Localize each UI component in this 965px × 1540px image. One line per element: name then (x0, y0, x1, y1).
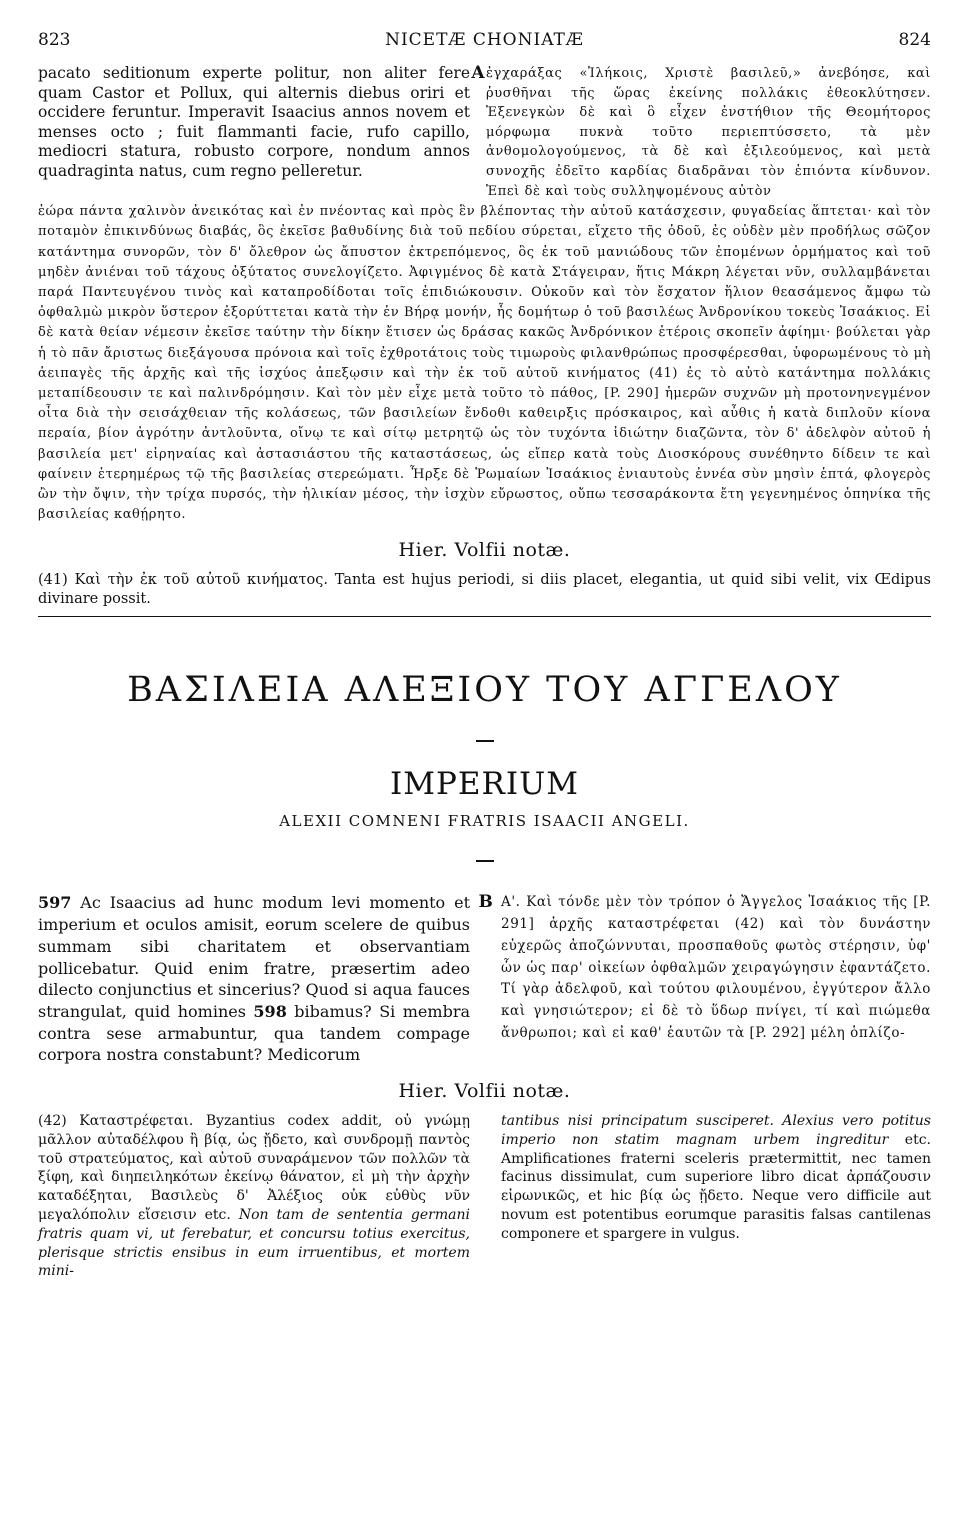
notes-heading-2: Hier. Volfii notæ. (398, 1080, 571, 1103)
note-42-italic-right: tantibus nisi principatum susciperet. Alexius vero potitus imperio non statim magnam urbem ingreditur (501, 1113, 931, 1148)
page-number-left: 823 (38, 30, 71, 50)
greek-column-section2: Α'. Καὶ τόνδε μὲν τὸν τρόπον ὁ Ἄγγελος Ἰσαάκιος τῆς [P. 291] ἀρχῆς καταστρέφεται (42) καὶ τὸν δυνάστην εὐχερῶς ἀποζώννυται, προσπαθοῦς φωτὸς στέρησιν, ὑφ' ὧν ὡς παρ' οἰκείων ὀφθαλμῶν χειραγώγησιν ἐφαντάζετο. Τί γὰρ ἀδελφοῦ, καὶ τούτου φιλουμένου, ἐγγύτερον ἄλλο καὶ γνησιώτερον; εἰ δὲ τὸ ὕδωρ πνίγει, τί καὶ πιώμεθα ἄνθρωποι; καὶ εἰ καθ' ἑαυτῶν τὰ [P. 292] μέλη ὁπλίζο- (501, 894, 931, 1041)
note-41-body: Tanta est hujus periodi, si diis placet, elegantia, ut quid sibi velit, vix Œdipus divinare possit. (38, 572, 931, 608)
latin-column-top: pacato seditionum experte politur, non aliter fere quam Castor et Pollux, qui alternis diebus oriri et occidere feruntur. Imperavit Isaacius annos novem et menses octo ; fuit flammanti facie, rufo capillo, mediocri statura, robusto corpore, nondum annos quadraginta natus, cum regno pelleretur. (38, 64, 470, 180)
running-title: NICETÆ CHONIATÆ (385, 30, 584, 50)
greek-column-top: ἐγχαράξας «Ἰλήκοις, Χριστὲ βασιλεῦ,» ἀνεβόησε, καὶ ῥυσθῆναι τῆς ὥρας ἐκείνης πολλάκις ἐθεοκλύτησεν. Ἐξενεγκὼν δὲ καὶ ὃ εἶχεν ἐνστήθιον τῆς Θεομήτορος μόρφωμα πυκνὰ τοῦτο περιεπτύσσετο, τὰ μὲν ἀνθομολογούμενος, τὰ δὲ καὶ ἐξιλεούμενος, καὶ μετὰ συνοχῆς ἐδεῖτο καρδίας διαδρᾶναι τὸν ἐπιόντα κίνδυνον. Ἐπεὶ δὲ καὶ τοὺς συλληψομένους αὐτὸν (486, 66, 931, 199)
book-subtitle: ALEXII COMNENI FRATRIS ISAACII ANGELI. (279, 812, 690, 831)
running-head (38, 30, 931, 64)
note-42-left (38, 1112, 470, 1281)
note-42-italic-left: Non tam de sententia germani fratris quam vi, ut ferebatur, et concursu totius exercitus, plerisque strictis ensibus in eum irruentibus, et mortem mini- (38, 1207, 470, 1280)
column-number-597: 597 (38, 893, 72, 913)
title-dash-1 (476, 740, 494, 742)
notes-two-columns (38, 1112, 931, 1281)
note-42-lemma: (42) Καταστρέφεται. (38, 1113, 194, 1130)
note-41 (38, 571, 931, 609)
section-divider (38, 616, 931, 617)
section2-two-columns (38, 892, 931, 1066)
page (38, 30, 931, 1281)
section-marker-b: B (478, 892, 493, 913)
latin-text-a: Ac Isaacius ad hunc modum levi momento et imperium et oculos amisit, eorum scelere de quibus summam sibi charitatem et observantiam pollicebatur. Quid enim fratre, præsertim adeo dilecto conjunctius et sincerius? Quod si aqua fauces strangulat, quid homines (38, 893, 470, 1021)
page-number-right: 824 (898, 30, 931, 50)
top-two-columns (38, 64, 931, 201)
note-42-body-right: etc. Amplificationes fraterni sceleris prætermittit, nec tamen facinus dissimulat, cum superiore libro dicat ἀρπάζουσιν εἰρωνικῶς, et hic βίᾳ ὡς ᾔδετο. Neque vero difficile aut novum est potentibus eorumque parasitis falsas cantilenas componere et spargere in vulgus. (501, 1131, 931, 1242)
greek-book-title: ΒΑΣΙΛΕΙΑ ΑΛΕΞΙΟΥ ΤΟΥ ΑΓΓΕΛΟΥ (127, 670, 842, 711)
latin-text-b: bibamus? Si membra contra sese armabuntur, qua tandem compage corpora nostra constabunt? Medicorum (38, 1001, 471, 1065)
latin-book-title: IMPERIUM (390, 766, 579, 803)
notes-heading-1: Hier. Volfii notæ. (398, 539, 571, 562)
note-42-body: Byzantius codex addit, οὐ γνώμῃ μᾶλλον αὐταδέλφου ἢ βίᾳ, ὡς ᾔδετο, καὶ συνδρομῇ παντὸς τοῦ στρατεύματος, καὶ αὐτοῦ συναράμενον τῶν πολλῶν τὰ ξίφη, καὶ διηπειληκότων ἐκείνῳ θάνατον, εἰ μὴ τὴν ἀρχὴν καταδέξηται, Βασιλεὺς δ' Ἀλέξιος οὐκ εὐθὺς νῦν μεγαλόπολιν εἴσεισιν etc. (38, 1113, 470, 1224)
column-number-598: 598 (253, 1001, 287, 1021)
greek-full-width-text: ἑώρα πάντα χαλινὸν ἀνεικότας καὶ ἐν πνέοντας καὶ πρὸς ἓν βλέποντας τὴν αὐτοῦ κατάσχεσιν, φυγαδείας ἅπτεται· καὶ τὸν ποταμὸν ἐπικινδύνως διαβάς, ὃς ἐκεῖσε βαθυδίνης διὰ τοῦ πεδίου σύρεται, εἴχετο τῆς ὁδοῦ, ἐς οὐδὲν μὲν προδήλως σῶζον κατάντημα συνορῶν, τὸν δ' ὄλεθρον ὡς ἄπυστον ἐκτρεπόμενος, ὃς ἐκ τοῦ μανιώδους τῶν ἑπομένων ὁρμήματος καὶ τοῦ μηδὲν ἀνιέναι τοῦ τάχους ὀξύτατος συνελογίζετο. Ἀφιγμένος δὲ κατὰ Στάγειραν, ἥτις Μάκρη λέγεται νῦν, συλλαμβάνεται παρά Παντευγένου τινὸς καὶ καταπροδίδοται τοῖς ἐπιδιώκουσιν. Οὐκοῦν καὶ τὸν ἔσχατον ἥλιον θεασάμενος ἄμφω τὼ ὀφθαλμὼ μικρὸν ὕστερον ἐξορύττεται κατὰ τὴν ἐν Βήρᾳ μονήν, ἧς δομήτωρ ὁ τοῦ βασιλέως Ἀνδρονίκου τοκεὺς Ἰσαάκιος. Εἰ δὲ κατὰ θείαν νέμεσιν ἐκεῖσε ταύτην τὴν δίκην ἔτισεν ὡς δράσας κακῶς Ἀνδρόνικον ἑτέροις σκοπεῖν ἀφίημι· βούλεται γὰρ ἡ τὸ πᾶν ἄριστως διεξάγουσα πρόνοια καὶ τοῖς ἐχθροτάτοις τοὺς τιμωροὺς φιλανθρώπως προσφέρεσθαι, ὑφορωμένους τὸ μὴ ἀειπαγὲς τῆς ἀρχῆς καὶ τῆς ἰσχύος ἀπεξῳσιν καὶ τὴν ἐκ τοῦ αὐτοῦ κινήματος (41) ἐς τὸ αὐτὸ κατάντημα πολλάκις μεταπίδεουσιν τε καὶ παλινδρόμησιν. Καὶ τὸν μὲν εἶχε μετὰ τοῦτο τὸ πάθος, [P. 290] ἡμερῶν συχνῶν μὴ προτονηνεγμένον οἶτα διὰ τὴν σεισάχθειαν τῆς κολάσεως, τῶν βασιλείων ἔνδοθι καθειρξις πρόσκαιρος, καὶ αὖθις ἡ κατὰ διπλοῦν κίονα περαία, βίον ἀγρότην ἀντλοῦντα, οἴνῳ τε καὶ σίτῳ μετρητῷ ὡς τὸν τυχόντα ἰδιώτην διαζῶντα, τὸν δ' ἀδελφὸν αὐτοῦ ἡ βασιλεία μετ' εἰρηναίας καὶ ἀστασιάστου τῆς καταστάσεως, ὡς εἴπερ κατὰ τοὺς Διοσκόρους συνέθηντο δίδειν τε καὶ φαίνειν ἑτερημέρως τῷ τῆς βασιλείας στερεώματι. Ἦρξε δὲ Ῥωμαίων Ἰσαάκιος ἐνιαυτοὺς ἐννέα σὺν μησὶν ἑπτά, φλογερὸς ὢν τὴν ὄψιν, τὴν τρίχα πυρσός, τὴν ἡλικίαν μέσος, τὴν ἰσχὺν εὔρωστος, οὔπω τεσσαράκοντα ἔτη γεγενημένος ὁπηνίκα τῆς βασιλείας καθῄρητο. (38, 204, 931, 523)
section-marker-a: A (471, 63, 485, 83)
note-42-right (501, 1112, 931, 1281)
note-41-lemma: (41) Καὶ τὴν ἐκ τοῦ αὐτοῦ κινήματος. (38, 572, 328, 589)
latin-column-section2 (38, 892, 470, 1066)
title-dash-2 (476, 860, 494, 862)
